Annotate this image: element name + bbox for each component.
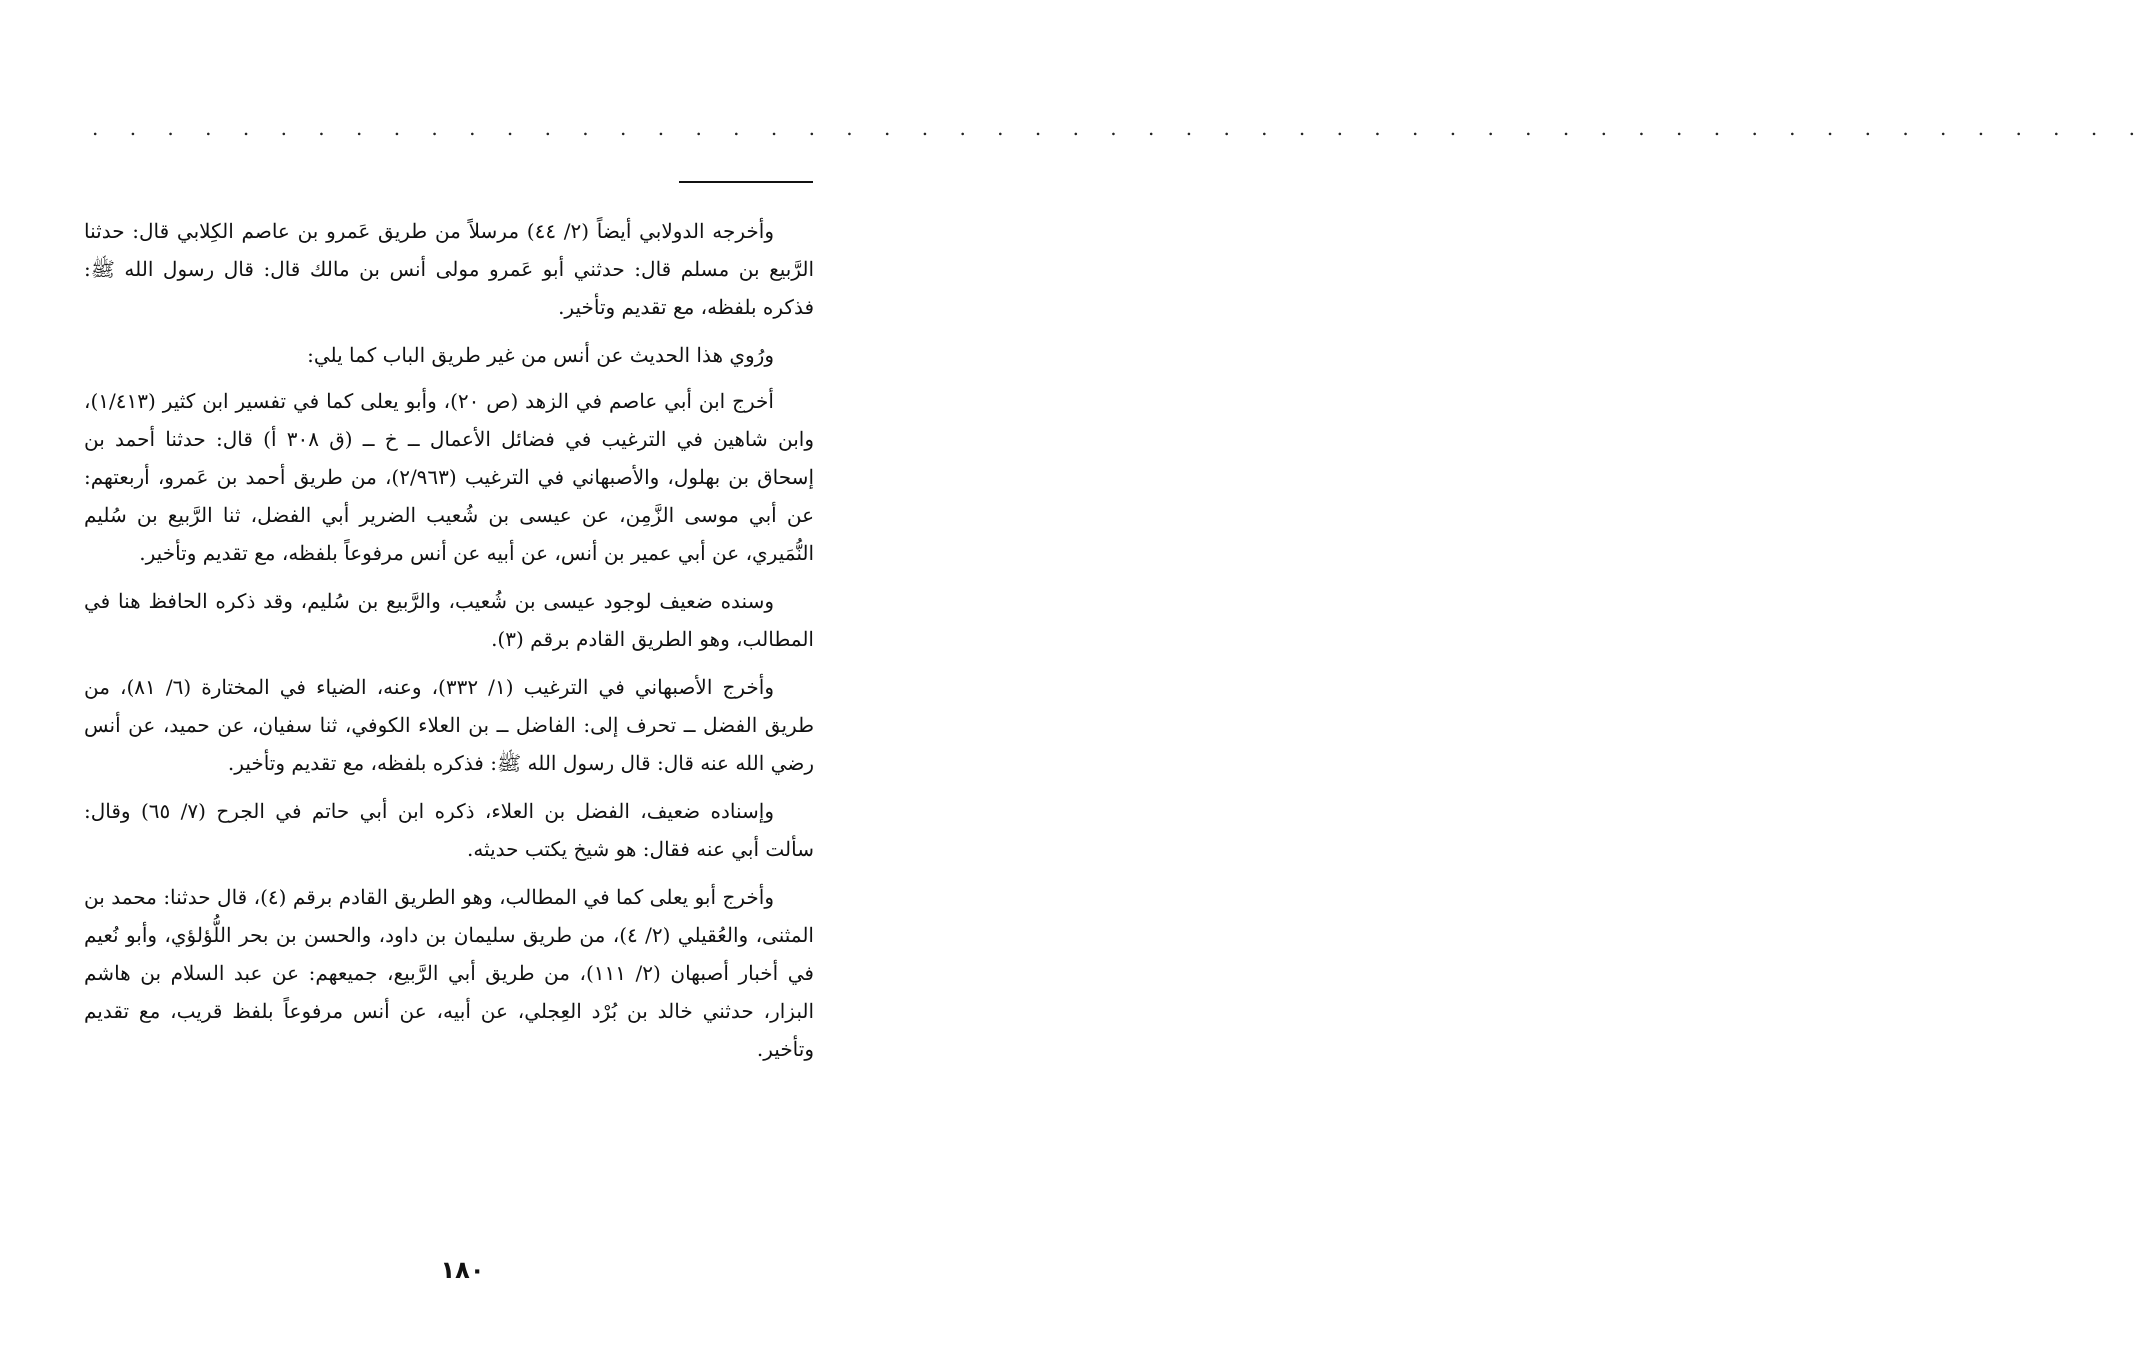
footnote-body	[84, 212, 814, 1078]
paragraph: أخرج ابن أبي عاصم في الزهد (ص ٢٠)، وأبو يعلى كما في تفسير ابن كثير (١/٤١٣)، وابن شاهين في الترغيب في فضائل الأعمال ــ خ ــ (ق ٣٠٨ أ) قال: حدثنا أحمد بن إسحاق بن بهلول، والأصبهاني في الترغيب (٢/٩٦٣)، من طريق أحمد بن عَمرو، أربعتهم: عن أبي موسى الزَّمِن، عن عيسى بن شُعيب الضرير أبي الفضل، ثنا الرَّبيع بن سُليم النُّمَيري، عن أبي عمير بن أنس، عن أبيه عن أنس مرفوعاً بلفظه، مع تقديم وتأخير.	[84, 389, 815, 565]
paragraph: ورُوي هذا الحديث عن أنس من غير طريق الباب كما يلي:	[307, 343, 774, 367]
separator-dots: . . . . . . . . . . . . . . . . . . . . . . . . . . . . . . . . . . . . . . . . . . . . . . . . . . . . . . .	[92, 116, 2147, 140]
paragraph: وسنده ضعيف لوجود عيسى بن شُعيب، والرَّبيع بن سُليم، وقد ذكره الحافظ هنا في المطالب، وهو الطريق القادم برقم (٣).	[84, 589, 814, 651]
paragraph: وأخرج أبو يعلى كما في المطالب، وهو الطريق القادم برقم (٤)، قال حدثنا: محمد بن المثنى، والعُقيلي (٢/ ٤)، من طريق سليمان بن داود، والحسن بن بحر اللُّؤلؤي، وأبو نُعيم في أخبار أصبهان (٢/ ١١١)، من طريق أبي الرَّبيع، جميعهم: عن عبد السلام بن هاشم البزار، حدثني خالد بن بُرْد العِجلي، عن أبيه، عن أنس مرفوعاً بلفظ قريب، مع تقديم وتأخير.	[84, 885, 814, 1061]
paragraph: وإسناده ضعيف، الفضل بن العلاء، ذكره ابن أبي حاتم في الجرح (٧/ ٦٥) وقال: سألت أبي عنه فقال: هو شيخ يكتب حديثه.	[84, 799, 814, 861]
page-number: ١٨٠	[440, 1256, 485, 1284]
paragraph: وأخرج الأصبهاني في الترغيب (١/ ٣٣٢)، وعنه، الضياء في المختارة (٦/ ٨١)، من طريق الفضل ــ تحرف إلى: الفاضل ــ بن العلاء الكوفي، ثنا سفيان، عن حميد، عن أنس رضي الله عنه قال: قال رسول الله ﷺ: فذكره بلفظه، مع تقديم وتأخير.	[84, 675, 814, 775]
paragraph: وأخرجه الدولابي أيضاً (٢/ ٤٤) مرسلاً من طريق عَمرو بن عاصم الكِلابي قال: حدثنا الرَّبيع بن مسلم قال: حدثني أبو عَمرو مولى أنس بن مالك قال: قال رسول الله ﷺ: فذكره بلفظه، مع تقديم وتأخير.	[84, 219, 814, 319]
footnote-rule	[679, 181, 813, 183]
